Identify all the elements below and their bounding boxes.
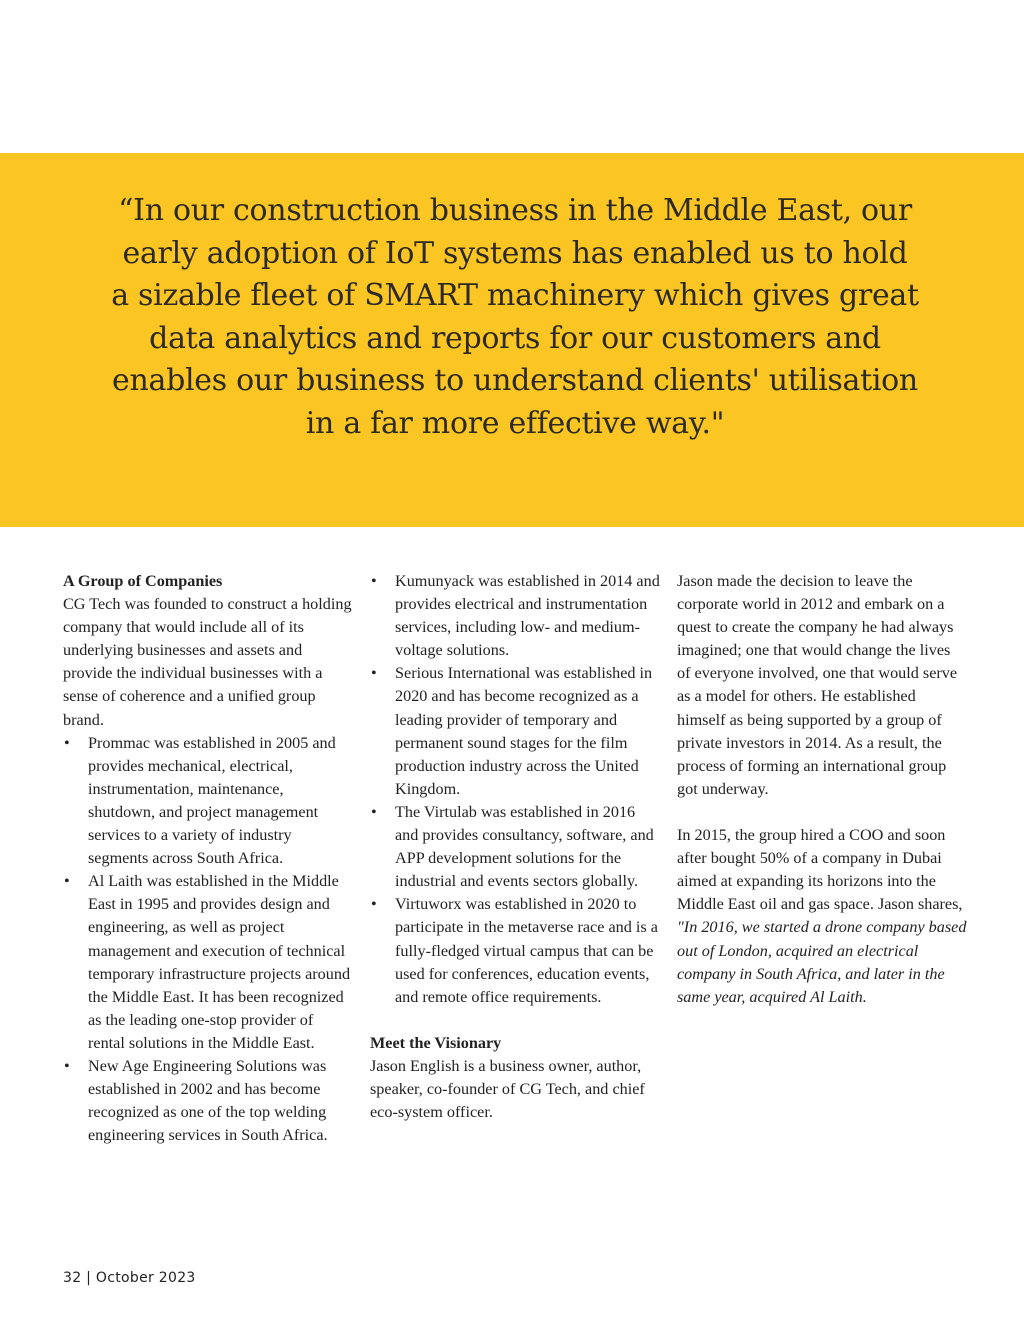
body-paragraph: In 2015, the group hired a COO and soon after bought 50% of a company in Dubai aimed at expanding its horizons into the Middle East oil and gas space. Jason shares, "In 2016, we started a drone company based out of London, acquired an electrical company in South Africa, and later in the same year, acquired Al Laith. <box>677 826 967 1006</box>
bullet-icon: • <box>64 733 70 752</box>
column-1 <box>63 570 353 1147</box>
column-3 <box>677 570 967 1009</box>
list-item: • Kumunyack was established in 2014 and provides electrical and instrumentation services, including low- and medium-voltage solutions. <box>371 572 660 660</box>
section-heading-visionary: Meet the Visionary <box>370 1033 502 1052</box>
column-2 <box>370 570 660 1124</box>
list-item: • Serious International was established in 2020 and has become recognized as a leading provider of temporary and permanent sound stages for the film production industry across the United Kingdom. <box>371 664 653 798</box>
section-intro: CG Tech was founded to construct a holding company that would include all of its underlying businesses and assets and provide the individual businesses with a sense of coherence and a unified group brand. <box>63 595 352 729</box>
bullet-icon: • <box>371 895 377 914</box>
body-paragraph: Jason made the decision to leave the corporate world in 2012 and embark on a quest to create the company he had always imagined; one that would change the lives of everyone involved, one that would serve as a model for others. He established himself as being supported by a group of private investors in 2014. As a result, the process of forming an international group got underway. <box>677 572 958 798</box>
pull-quote: “In our construction business in the Middle East, our early adoption of IoT systems has enabled us to hold a sizable fleet of SMART machinery which gives great data analytics and reports for our customers and enables our business to understand clients' utilisation in a far more effective way." <box>111 193 919 441</box>
list-item: • Prommac was established in 2005 and provides mechanical, electrical, instrumentation, maintenance, shutdown, and project management services to a variety of industry segments across South Africa. <box>64 733 336 868</box>
company-list <box>63 732 353 1148</box>
bullet-icon: • <box>64 872 70 891</box>
list-item: • New Age Engineering Solutions was established in 2002 and has become recognized as one of the top welding engineering services in South Africa. <box>64 1056 328 1145</box>
page-footer: 32 | October 2023 <box>63 1270 196 1286</box>
visionary-intro: Jason English is a business owner, author, speaker, co-founder of CG Tech, and chief eco-system officer. <box>370 1056 645 1122</box>
bullet-icon: • <box>64 1056 70 1075</box>
company-list-continued <box>370 570 660 1009</box>
bullet-icon: • <box>371 572 377 590</box>
section-heading-group: A Group of Companies <box>63 572 223 590</box>
list-item: • The Virtulab was established in 2016 and provides consultancy, software, and APP development solutions for the industrial and events sectors globally. <box>371 802 654 891</box>
list-item: • Al Laith was established in the Middle East in 1995 and provides design and engineering, as well as project management and execution of technical temporary infrastructure projects around the Middle East. It has been recognized as the leading one-stop provider of rental solutions in the Middle East. <box>64 872 351 1052</box>
bullet-icon: • <box>371 802 377 821</box>
paragraph-spacer <box>370 1009 660 1032</box>
quote-inline: "In 2016, we started a drone company based out of London, acquired an electrical company in South Africa, and later in the same year, acquired Al Laith. <box>677 918 967 1006</box>
paragraph-spacer <box>677 801 967 824</box>
bullet-icon: • <box>371 664 377 683</box>
list-item: • Virtuworx was established in 2020 to participate in the metaverse race and is a fully-fledged virtual campus that can be used for conferences, education events, and remote office requirements. <box>371 895 658 1006</box>
